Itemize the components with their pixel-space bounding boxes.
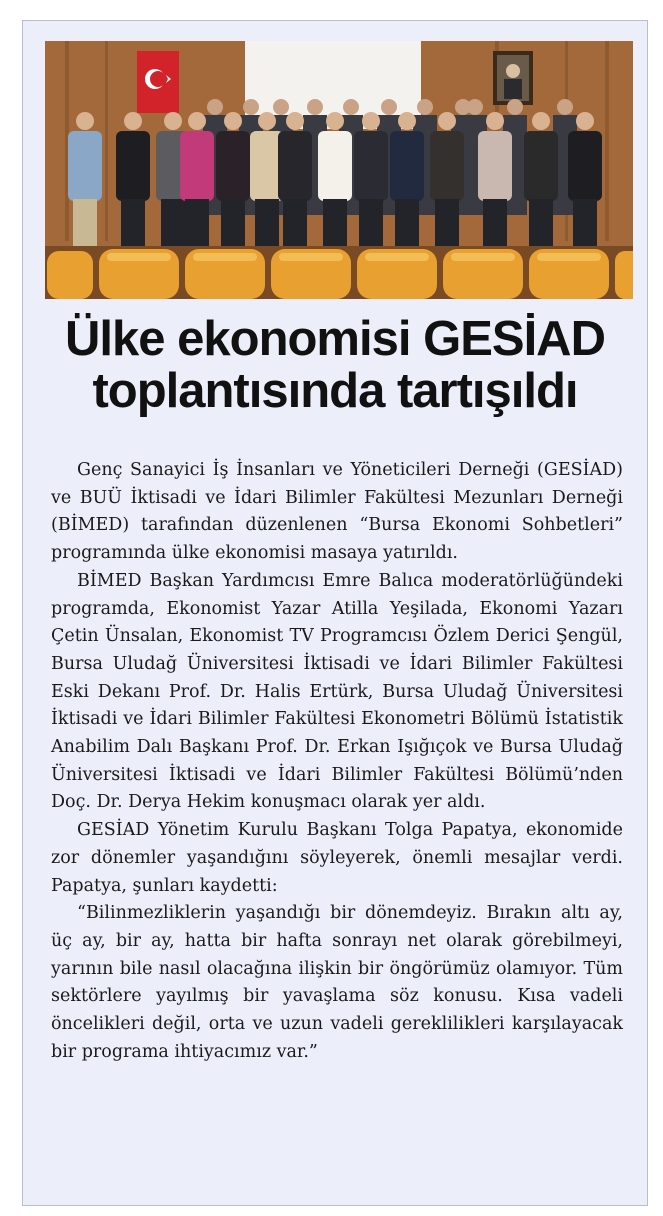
group-photo [45, 41, 633, 299]
article-paragraph: “Bilinmezliklerin yaşandığı bir dönemdeyiz. Bırakın altı ay, üç ay, bir ay, hatta bir hafta sonrayı net olarak görebilmeyi, yarının bile nasıl olacağına ilişkin bir öngörümüz olamıyor. Tüm sektörlere yayılmış bir yavaşlama söz konusu. Kısa vadeli öncelikleri değil, orta ve uzun vadeli gereklilikleri karşılayacak bir programa ihtiyacımız var.” [51, 903, 623, 1062]
headline-line-2: toplantısında tartışıldı [92, 364, 578, 418]
article-paragraph: Genç Sanayici İş İnsanları ve Yöneticileri Derneği (GESİAD) ve BUÜ İktisadi ve İdari Bilimler Fakültesi Mezunları Derneği (BİMED) tarafından düzenlenen “Bursa Ekonomi Sohbetleri” programında ülke ekonomisi masaya yatırıldı. [51, 460, 623, 564]
headline [23, 313, 647, 417]
headline-line-1: Ülke ekonomisi GESİAD [65, 312, 605, 366]
newspaper-clipping [22, 20, 648, 1206]
article-paragraph: BİMED Başkan Yardımcısı Emre Balıca moderatörlüğündeki programda, Ekonomist Yazar Atilla Yeşilada, Ekonomi Yazarı Çetin Ünsalan, Ekonomist TV Programcısı Özlem Derici Şengül, Bursa Uludağ Üniversitesi İktisadi ve İdari Bilimler Fakültesi Eski Dekanı Prof. Dr. Halis Ertürk, Bursa Uludağ Üniversitesi İktisadi ve İdari Bilimler Fakültesi Ekonometri Bölümü İstatistik Anabilim Dalı Başkanı Prof. Dr. Erkan Işığıçok ve Bursa Uludağ Üniversitesi İktisadi ve İdari Bilimler Fakültesi Bölümü’nden Doç. Dr. Derya Hekim konuşmacı olarak yer aldı. [51, 570, 623, 813]
article-paragraph: GESİAD Yönetim Kurulu Başkanı Tolga Papatya, ekonomide zor dönemler yaşandığını söyleyerek, önemli mesajlar verdi. Papatya, şunları kaydetti: [51, 820, 623, 896]
article-body [51, 457, 623, 1066]
